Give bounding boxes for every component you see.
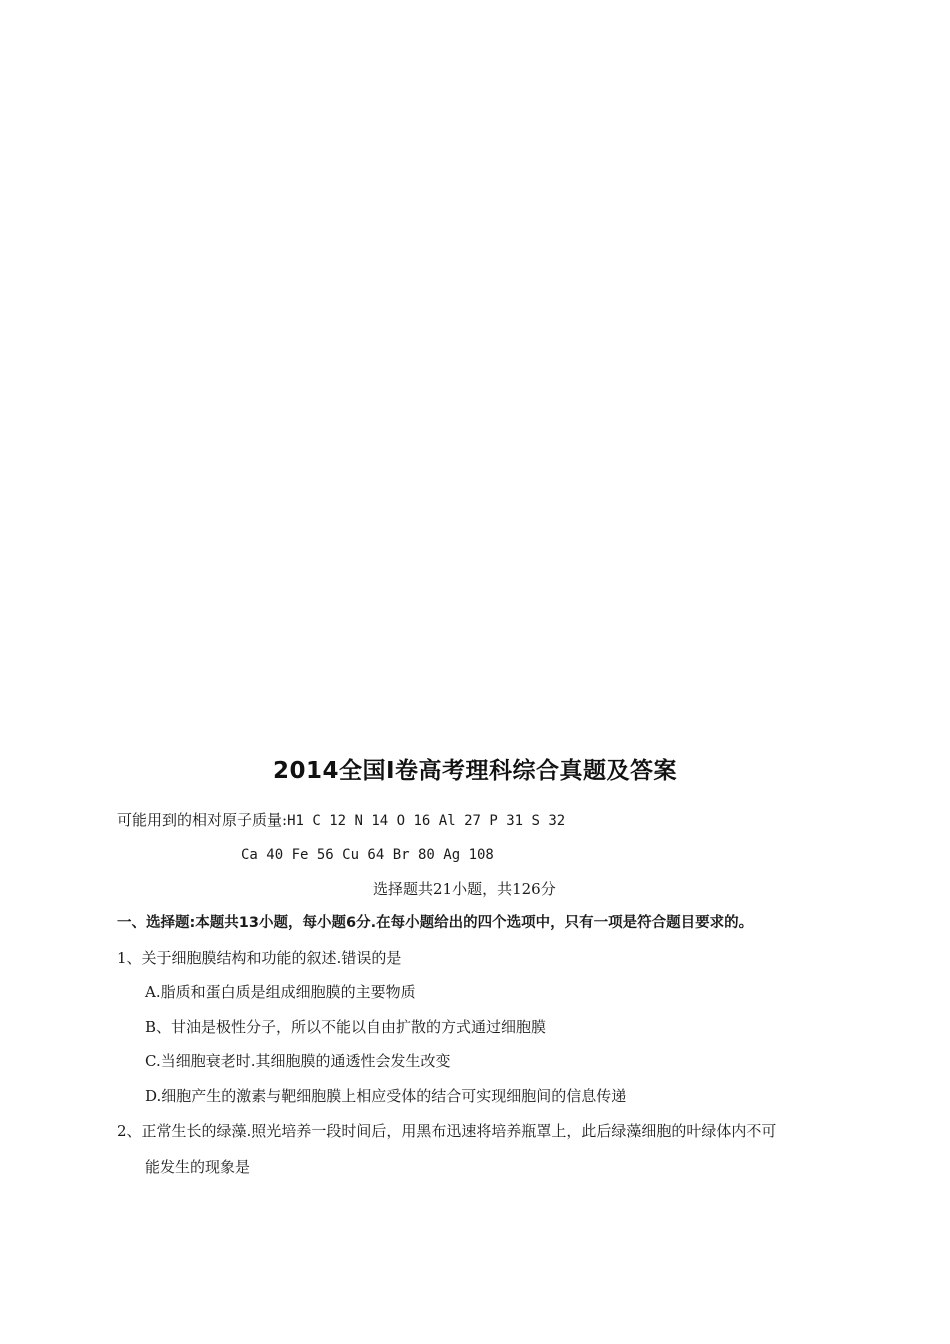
question-1-stem: 1、关于细胞膜结构和功能的叙述.错误的是 — [117, 949, 402, 967]
question-1-option-b: B、甘油是极性分子，所以不能以自由扩散的方式通过细胞膜 — [145, 1018, 547, 1036]
atomic-mass-values-1: H1 C 12 N 14 O 16 Al 27 P 31 S 32 — [287, 813, 566, 829]
question-2-stem-continued: 能发生的现象是 — [145, 1158, 251, 1176]
document-title: 2014全国Ⅰ卷高考理科综合真题及答案 — [272, 758, 678, 784]
question-1-option-a: A.脂质和蛋白质是组成细胞膜的主要物质 — [145, 983, 416, 1001]
atomic-mass-label: 可能用到的相对原子质量: — [117, 811, 288, 829]
question-1-option-c: C.当细胞衰老时.其细胞膜的通透性会发生改变 — [145, 1052, 451, 1070]
section-summary: 选择题共21小题，共126分 — [373, 880, 556, 898]
question-2-stem: 2、正常生长的绿藻.照光培养一段时间后，用黑布迅速将培养瓶罩上，此后绿藻细胞的叶绿体内不可 — [117, 1122, 777, 1140]
question-1-option-d: D.细胞产生的激素与靶细胞膜上相应受体的结合可实现细胞间的信息传递 — [145, 1087, 627, 1105]
atomic-mass-line-1 — [117, 810, 565, 831]
atomic-mass-values-2: Ca 40 Fe 56 Cu 64 Br 80 Ag 108 — [241, 847, 494, 863]
section-heading: 一、选择题:本题共13小题，每小题6分.在每小题给出的四个选项中，只有一项是符合题目要求的。 — [117, 915, 754, 931]
